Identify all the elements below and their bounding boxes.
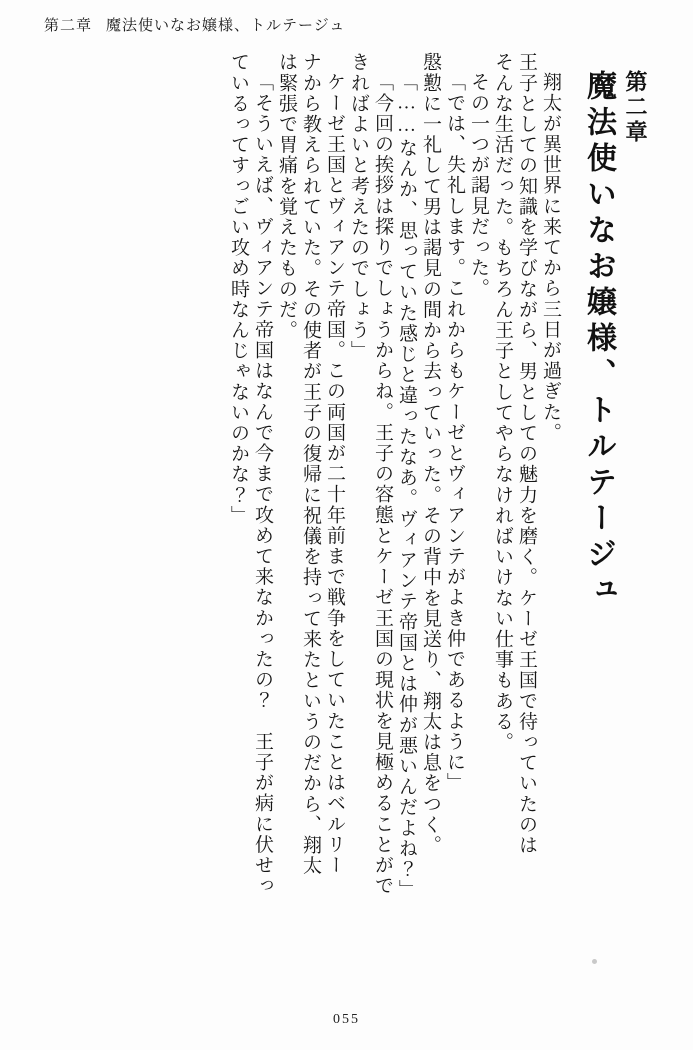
- text-column: ているってすっごい攻め時なんじゃないのかな？」: [228, 52, 249, 526]
- chapter-number: 第二章: [623, 70, 648, 145]
- text-column: 「……なんか、思っていた感じと違ったなあ。ヴィアンテ帝国とは仲が悪いんだよね？」: [396, 72, 417, 900]
- text-column: 翔太が異世界に来てから三日が過ぎた。: [540, 72, 561, 443]
- chapter-heading: [576, 52, 651, 982]
- text-column: 「今回の挨拶は探りでしょうからね。王子の容態とケーゼ王国の現状を見極めることがで: [372, 72, 393, 896]
- text-column: は緊張で胃痛を覚えたものだ。: [276, 52, 297, 341]
- text-column: きればよいと考えたのでしょう」: [348, 52, 369, 361]
- page-mark: [592, 959, 597, 964]
- chapter-title: 魔法使いなお嬢様、トルテージュ: [582, 70, 615, 610]
- text-column: その一つが謁見だった。: [468, 72, 489, 299]
- running-head-chapter: 第二章: [44, 18, 93, 34]
- text-column: そんな生活だった。もちろん王子としてやらなければいけない仕事もある。: [492, 52, 513, 753]
- text-column: ナから教えられていた。その使者が王子の復帰に祝儀を持って来たというのだから、翔太: [300, 52, 321, 876]
- text-column: 「では、失礼します。これからもケーゼとヴィアンテがよき仲であるように」: [444, 72, 465, 793]
- page-text-body: [40, 52, 655, 987]
- running-head: [44, 14, 345, 35]
- text-column: 「そういえば、ヴィアンテ帝国はなんで今まで攻めて来なかったの？ 王子が病に伏せっ: [252, 72, 273, 896]
- text-column: 王子としての知識を学びながら、男としての魅力を磨く。ケーゼ王国で待っていたのは: [516, 52, 537, 856]
- running-head-title: 魔法使いなお嬢様、トルテージュ: [106, 18, 346, 34]
- text-column: ケーゼ王国とヴィアンテ帝国。この両国が二十年前まで戦争をしていたことはベルリー: [324, 72, 345, 876]
- text-column: 慇懃に一礼して男は謁見の間から去っていった。その背中を見送り、翔太は息をつく。: [420, 52, 441, 856]
- page-number: 055: [333, 1012, 360, 1027]
